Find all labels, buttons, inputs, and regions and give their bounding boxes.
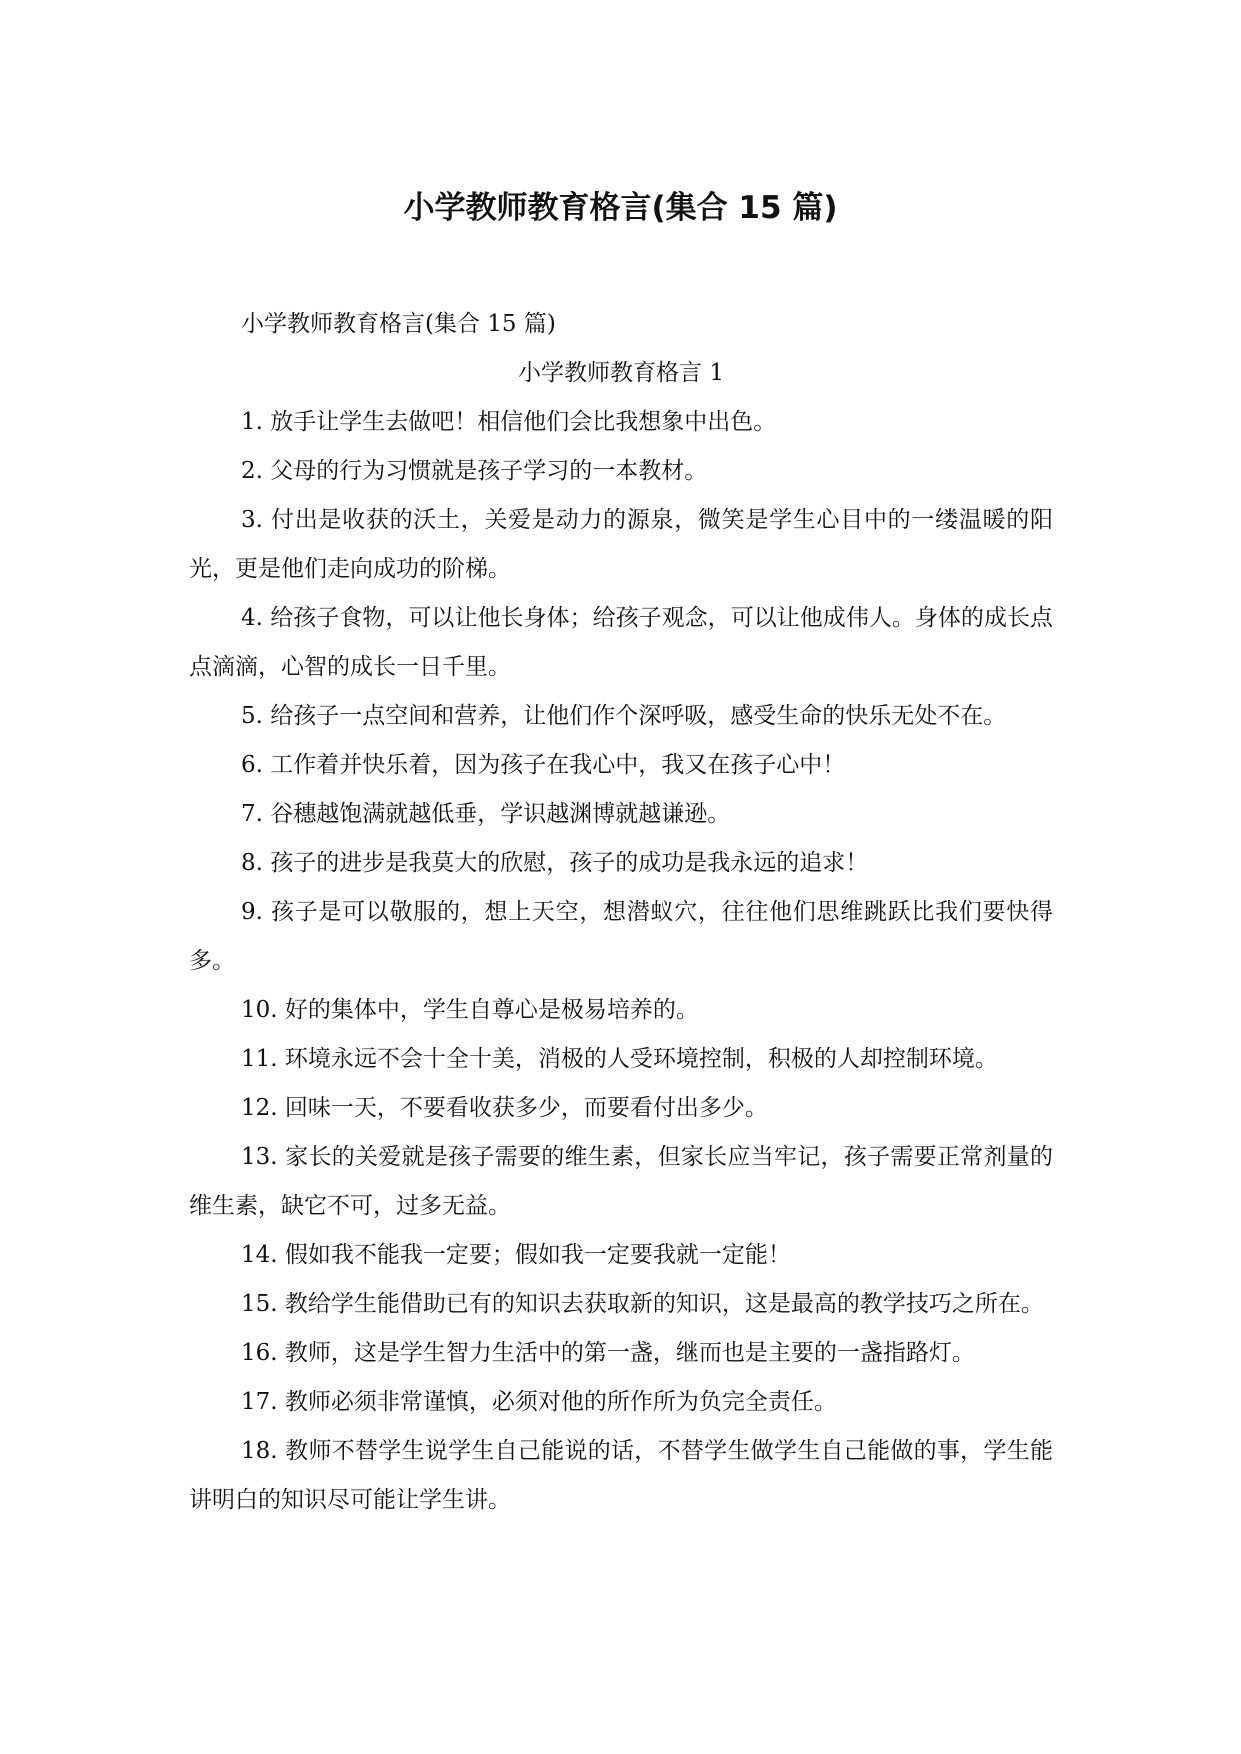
maxim-item: 17. 教师必须非常谨慎，必须对他的所作所为负完全责任。 xyxy=(241,1389,837,1415)
maxim-item: 6. 工作着并快乐着，因为孩子在我心中，我又在孩子心中！ xyxy=(241,752,846,778)
maxim-item: 8. 孩子的进步是我莫大的欣慰，孩子的成功是我永远的追求！ xyxy=(241,850,869,876)
maxim-item: 7. 谷穗越饱满就越低垂，学识越渊博就越谦逊。 xyxy=(241,801,731,827)
maxim-item: 11. 环境永远不会十全十美，消极的人受环境控制，积极的人却控制环境。 xyxy=(241,1046,998,1072)
document-title: 小学教师教育格言(集合 15 篇) xyxy=(403,190,838,226)
maxim-item: 13. 家长的关爱就是孩子需要的维生素，但家长应当牢记，孩子需要正常剂量的维生素，缺它不可，过多无益。 xyxy=(189,1144,1053,1219)
maxim-item: 16. 教师，这是学生智力生活中的第一盏，继而也是主要的一盏指路灯。 xyxy=(241,1340,975,1366)
maxim-item: 10. 好的集体中，学生自尊心是极易培养的。 xyxy=(241,997,699,1023)
document-body xyxy=(189,300,1053,1525)
maxim-item: 14. 假如我不能我一定要；假如我一定要我就一定能！ xyxy=(241,1242,791,1268)
maxim-item: 3. 付出是收获的沃土，关爱是动力的源泉，微笑是学生心目中的一缕温暖的阳光，更是他们走向成功的阶梯。 xyxy=(189,507,1053,582)
maxim-item: 18. 教师不替学生说学生自己能说的话，不替学生做学生自己能做的事，学生能讲明白的知识尽可能让学生讲。 xyxy=(189,1438,1053,1513)
maxim-item: 2. 父母的行为习惯就是孩子学习的一本教材。 xyxy=(241,458,708,484)
maxim-item: 5. 给孩子一点空间和营养，让他们作个深呼吸，感受生命的快乐无处不在。 xyxy=(241,703,1007,729)
maxim-item: 15. 教给学生能借助已有的知识去获取新的知识，这是最高的教学技巧之所在。 xyxy=(241,1291,1044,1317)
maxim-item: 9. 孩子是可以敬服的，想上天空，想潜蚁穴，往往他们思维跳跃比我们要快得多。 xyxy=(189,899,1053,974)
maxim-item: 12. 回味一天，不要看收获多少，而要看付出多少。 xyxy=(241,1095,768,1121)
maxim-item: 1. 放手让学生去做吧！相信他们会比我想象中出色。 xyxy=(241,409,777,435)
intro-paragraph: 小学教师教育格言(集合 15 篇) xyxy=(241,311,556,337)
section-heading: 小学教师教育格言 1 xyxy=(518,360,724,386)
maxim-item: 4. 给孩子食物，可以让他长身体；给孩子观念，可以让他成伟人。身体的成长点点滴滴，心智的成长一日千里。 xyxy=(189,605,1053,680)
